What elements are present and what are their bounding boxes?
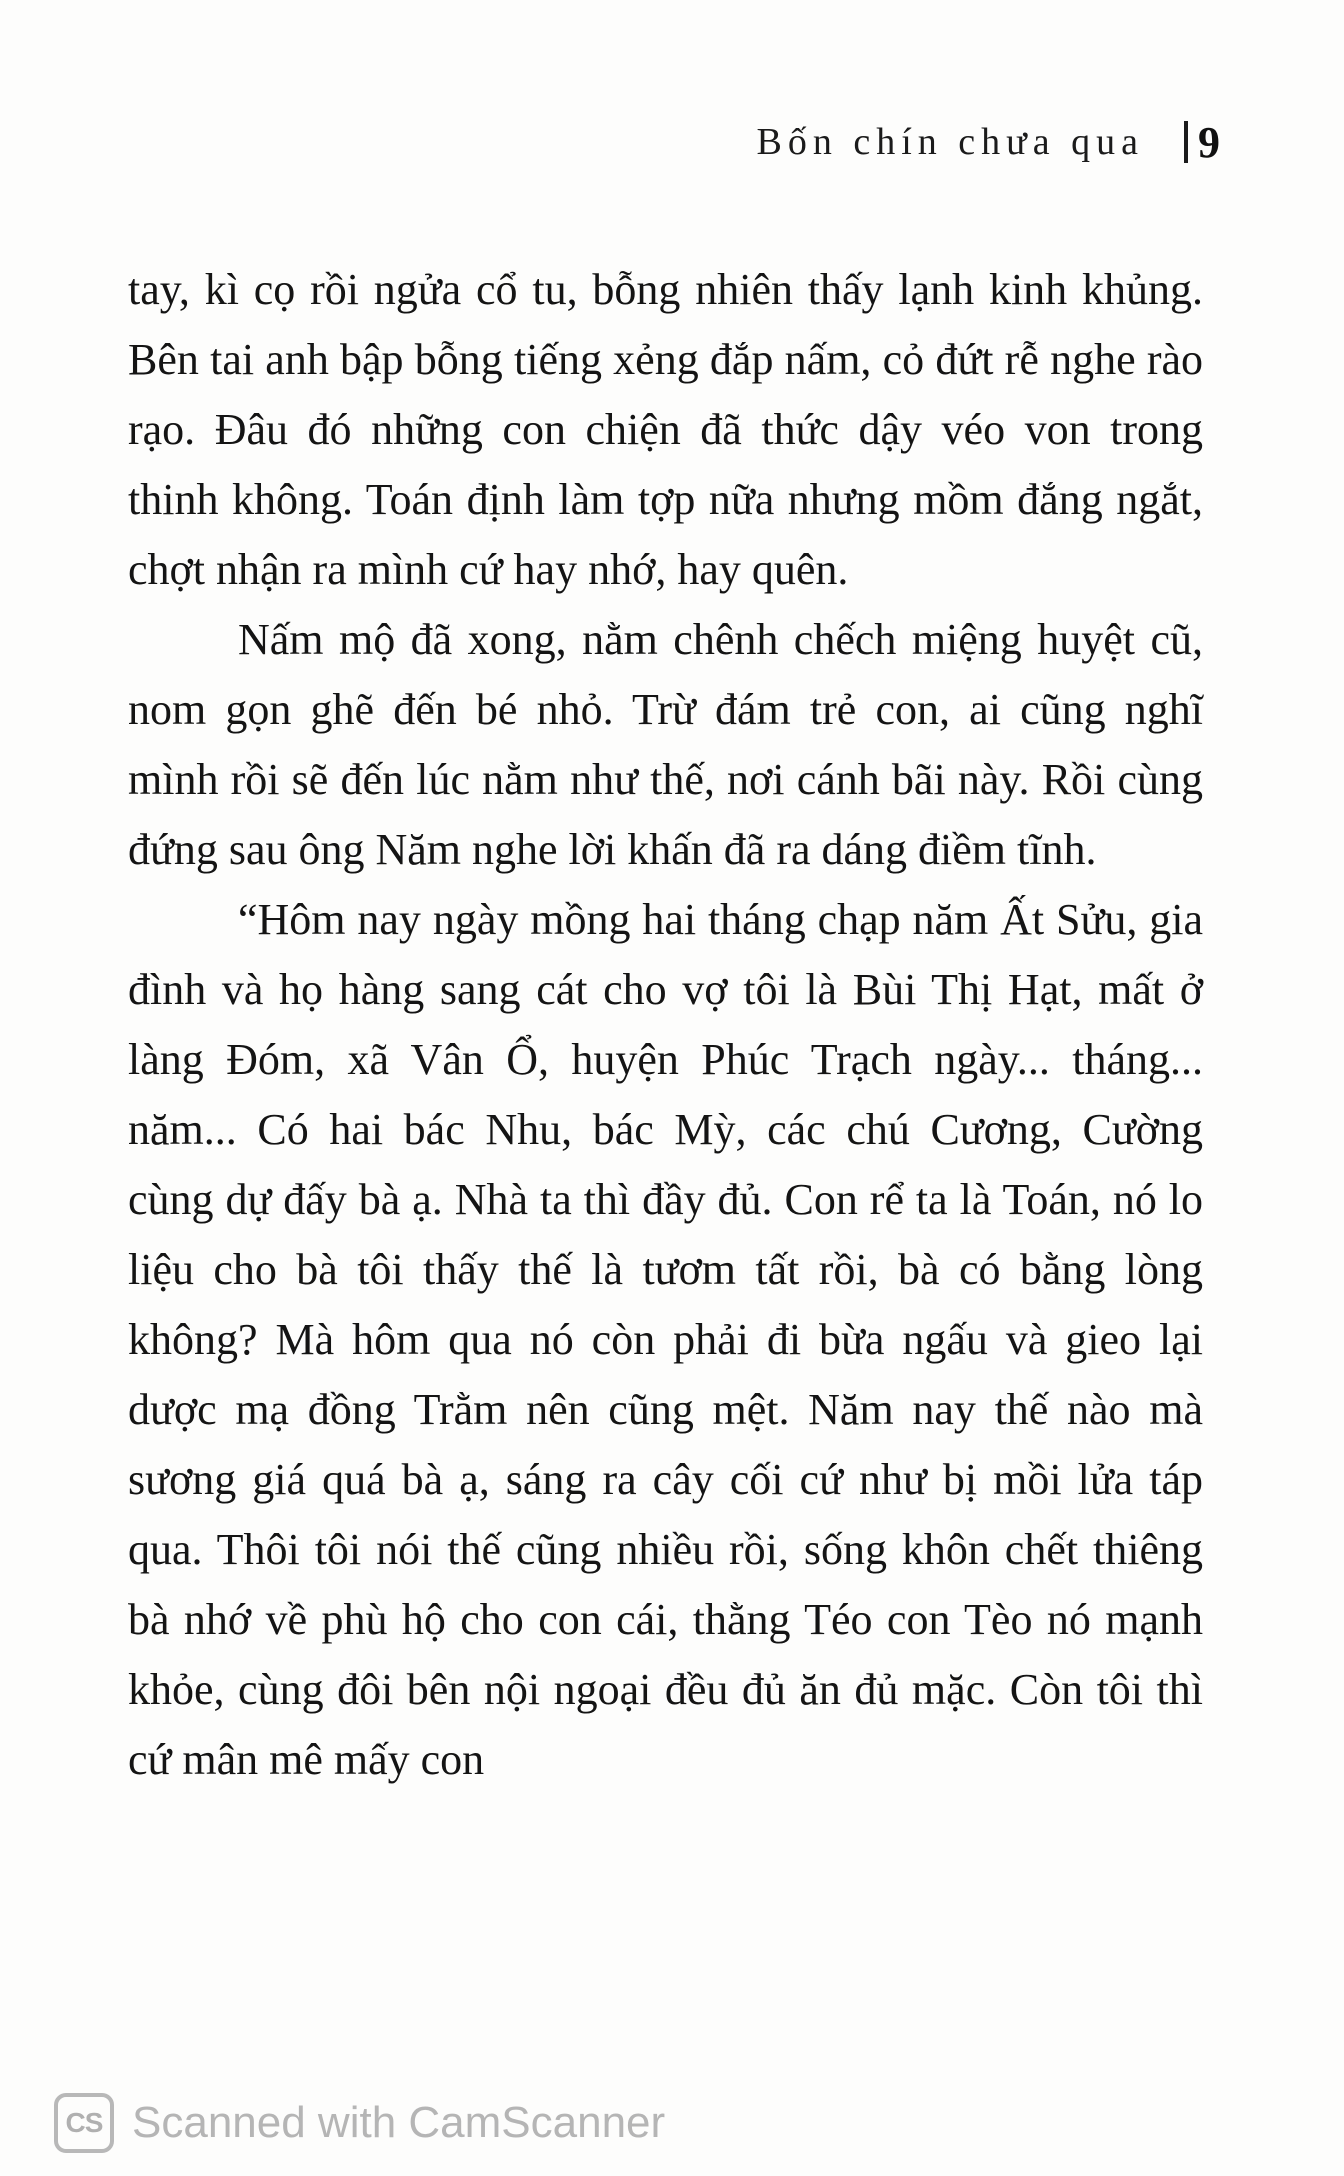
page-number: 9 [1198,117,1220,167]
running-title: Bốn chín chưa qua [756,121,1144,163]
header-divider [1184,121,1188,163]
body-text [128,255,1203,1795]
watermark-text: Scanned with CamScanner [132,2098,666,2147]
camscanner-logo-icon: CS [54,2093,114,2153]
paragraph-2: Nấm mộ đã xong, nằm chênh chếch miệng huyệt cũ, nom gọn ghẽ đến bé nhỏ. Trừ đám trẻ con, ai cũng nghĩ mình rồi sẽ đến lúc nằm như thế, nơi cánh bãi này. Rồi cùng đứng sau ông Năm nghe lời khấn đã ra dáng điềm tĩnh. [128,615,1203,874]
camscanner-watermark [54,2088,665,2158]
paragraph-1: tay, kì cọ rồi ngửa cổ tu, bỗng nhiên thấy lạnh kinh khủng. Bên tai anh bập bỗng tiếng xẻng đắp nấm, cỏ đứt rễ nghe rào rạo. Đâu đó những con chiện đã thức dậy véo von trong thinh không. Toán định làm tợp nữa nhưng mồm đắng ngắt, chợt nhận ra mình cứ hay nhớ, hay quên. [128,265,1203,594]
running-header [580,112,1220,172]
paragraph-3: “Hôm nay ngày mồng hai tháng chạp năm Ất Sửu, gia đình và họ hàng sang cát cho vợ tôi là Bùi Thị Hạt, mất ở làng Đóm, xã Vân Ổ, huyện Phúc Trạch ngày... tháng... năm... Có hai bác Nhu, bác Mỳ, các chú Cương, Cường cùng dự đấy bà ạ. Nhà ta thì đầy đủ. Con rể ta là Toán, nó lo liệu cho bà tôi thấy thế là tươm tất rồi, bà có bằng lòng không? Mà hôm qua nó còn phải đi bừa ngấu và gieo lại dược mạ đồng Trằm nên cũng mệt. Năm nay thế nào mà sương giá quá bà ạ, sáng ra cây cối cứ như bị mồi lửa táp qua. Thôi tôi nói thế cũng nhiều rồi, sống khôn chết thiêng bà nhớ về phù hộ cho con cái, thằng Téo con Tèo nó mạnh khỏe, cùng đôi bên nội ngoại đều đủ ăn đủ mặc. Còn tôi thì cứ mân mê mấy con [128,895,1203,1784]
